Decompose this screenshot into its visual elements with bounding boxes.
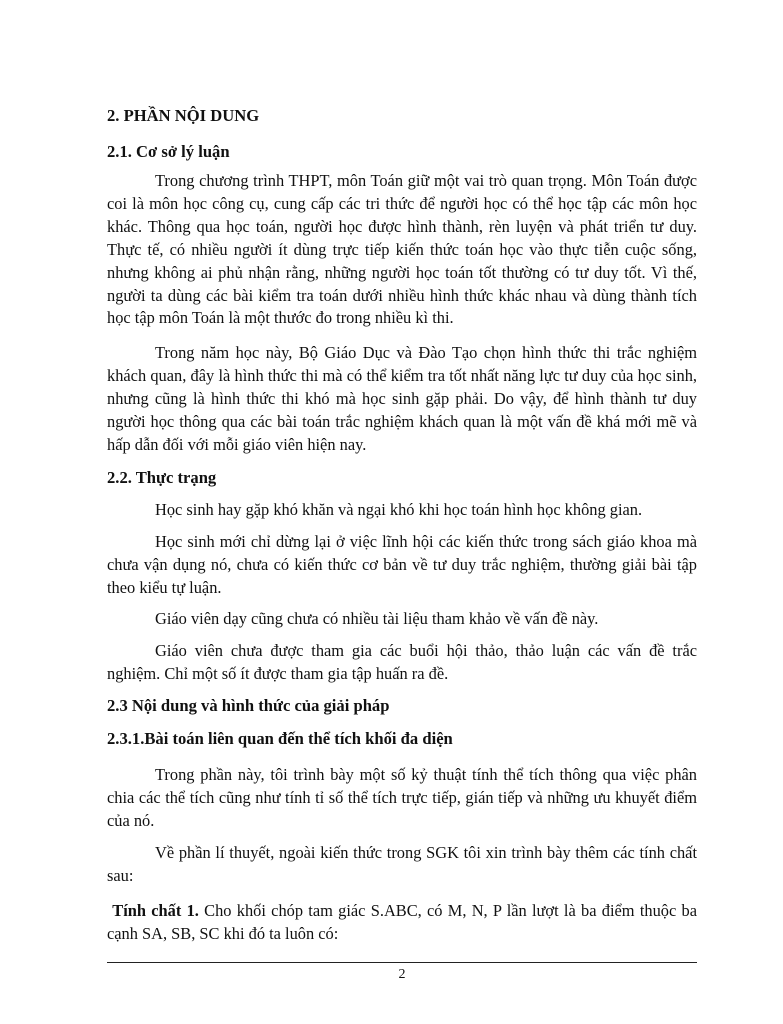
paragraph-method-2: Về phần lí thuyết, ngoài kiến thức trong SGK tôi xin trình bày thêm các tính chất sau: <box>107 843 697 885</box>
paragraph-status-4: Giáo viên chưa được tham gia các buổi hội thảo, thảo luận các vấn đề trắc nghiệm. Chỉ một số ít được tham gia tập huấn ra đề. <box>107 641 697 683</box>
section-heading: 2. PHẦN NỘI DUNG <box>107 106 260 125</box>
heading-2-1: 2.1. Cơ sở lý luận <box>107 142 230 161</box>
heading-2-2: 2.2. Thực trạng <box>107 468 217 487</box>
paragraph-method-1: Trong phần này, tôi trình bày một số kỷ thuật tính thể tích thông qua việc phân chia các thể tích cũng như tính tỉ số thể tích trực tiếp, gián tiếp và những ưu khuyết điểm của nó. <box>107 765 697 830</box>
paragraph-status-1: Học sinh hay gặp khó khăn và ngại khó khi học toán hình học không gian. <box>155 500 643 519</box>
heading-2-3: 2.3 Nội dung và hình thức của giải pháp <box>107 696 390 715</box>
page-number: 2 <box>398 967 406 982</box>
paragraph-status-2: Học sinh mới chỉ dừng lại ở việc lĩnh hội các kiến thức trong sách giáo khoa mà chưa vận dụng nó, chưa có kiến thức cơ bản về tư duy trắc nghiệm, thường giải bài tập theo kiểu tự luận. <box>107 532 697 597</box>
property-label: Tính chất 1. <box>112 901 199 920</box>
footer-divider <box>107 962 697 963</box>
paragraph-status-3: Giáo viên dạy cũng chưa có nhiều tài liệu tham khảo về vấn đề này. <box>155 609 599 628</box>
paragraph-theory-2: Trong năm học này, Bộ Giáo Dục và Đào Tạo chọn hình thức thi trắc nghiệm khách quan, đây là hình thức thi mà có thể kiểm tra tốt nhất năng lực tư duy của học sinh, nhưng cũng là hình thức thi khó mà học sinh gặp phải. Do vậy, để hình thành tư duy người học thông qua các bài toán trắc nghiệm khách quan là một vấn đề khá mới mẽ và hấp dẫn đối với mỗi giáo viên hiện nay. <box>107 343 697 454</box>
heading-2-3-1: 2.3.1.Bài toán liên quan đến thể tích khối đa diện <box>107 729 453 748</box>
paragraph-theory-1: Trong chương trình THPT, môn Toán giữ một vai trò quan trọng. Môn Toán được coi là môn học công cụ, cung cấp các tri thức để người học có thể học tập các môn học khác. Thông qua học toán, người học được hình thành, rèn luyện và phát triển tư duy. Thực tế, có nhiều người ít dùng trực tiếp kiến thức toán học vào thực tiễn cuộc sống, nhưng không ai phủ nhận rằng, những người học toán tốt thường có tư duy tốt. Vì thế, người ta dùng các bài kiểm tra toán dưới nhiều hình thức khác nhau và dùng thành tích học tập môn Toán là một thước đo trong nhiều kì thi. <box>107 171 697 328</box>
paragraph-property-1 <box>107 900 697 946</box>
property-text: Cho khối chóp tam giác S.ABC, có M, N, P lần lượt là ba điểm thuộc ba cạnh SA, SB, SC khi đó ta luôn có: <box>107 901 697 943</box>
